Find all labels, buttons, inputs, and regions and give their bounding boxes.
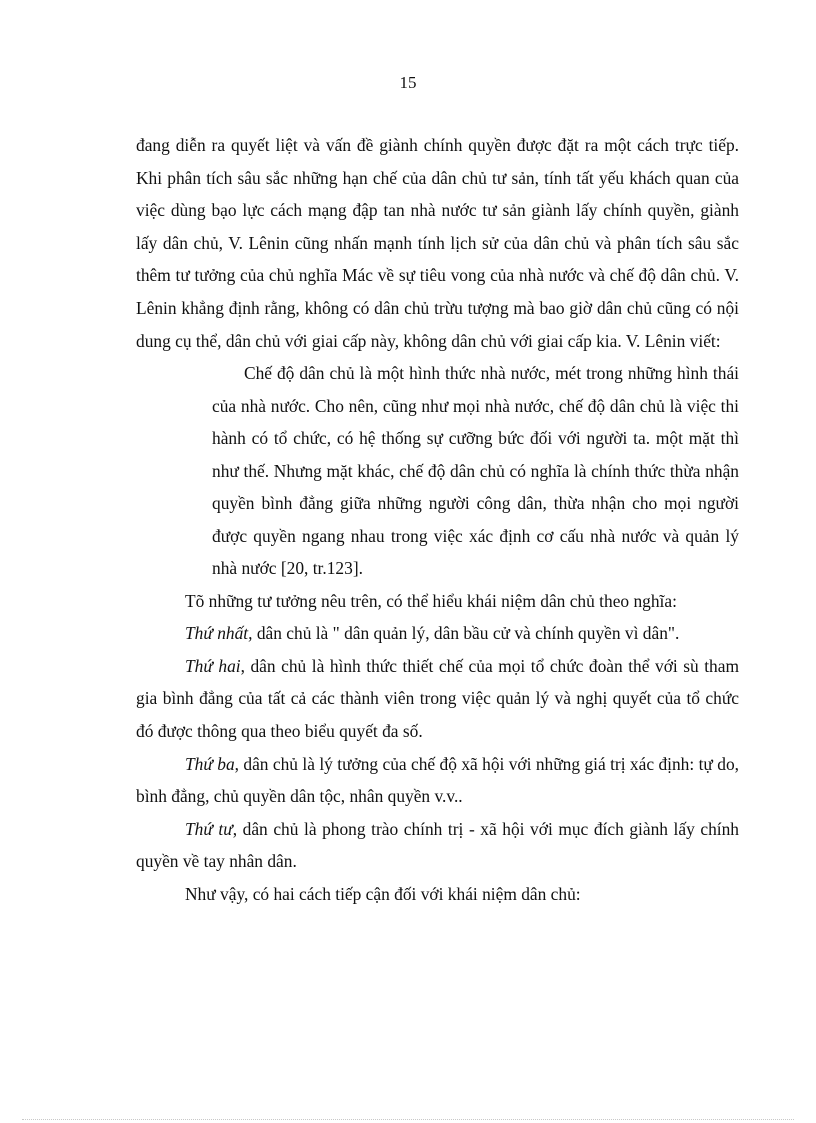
fourth-meaning-text: , dân chủ là phong trào chính trị - xã hội với mục đích giành lấy chính quyền về tay nhân dân. bbox=[136, 818, 739, 872]
paragraph-lenin-context: đang diễn ra quyết liệt và vấn đề giành chính quyền được đặt ra một cách trực tiếp. Khi phân tích sâu sắc những hạn chế của dân chủ tư sản, tính tất yếu khách quan của việc dùng bạo lực cách mạng đập tan nhà nước tư sản giành lấy chính quyền, giành lấy dân chủ, V. Lênin cũng nhấn mạnh tính lịch sử của dân chủ và phân tích sâu sắc thêm tư tưởng của chủ nghĩa Mác về sự tiêu vong của nhà nước và chế độ dân chủ. V. Lênin khẳng định rằng, không có dân chủ trừu tượng mà bao giờ dân chủ cũng có nội dung cụ thể, dân chủ với giai cấp này, không dân chủ với giai cấp kia. V. Lênin viết: bbox=[136, 135, 739, 351]
paragraph-fourth-meaning bbox=[136, 813, 739, 878]
page-number: 15 bbox=[399, 73, 417, 92]
second-meaning-text: , dân chủ là hình thức thiết chế của mọi tổ chức đoàn thể với sù tham gia bình đẳng của tất cả các thành viên trong việc quản lý và nghị quyết của tổ chức đó được thông qua theo biểu quyết đa số. bbox=[136, 655, 739, 742]
paragraph-definition-intro: Tõ những tư tưởng nêu trên, có thể hiểu khái niệm dân chủ theo nghĩa: bbox=[185, 590, 677, 611]
first-meaning-lead: Thứ nhất, bbox=[185, 623, 253, 644]
document-body bbox=[136, 129, 739, 911]
paragraph-third-meaning bbox=[136, 748, 739, 813]
third-meaning-text: , dân chủ là lý tưởng của chế độ xã hội với những giá trị xác định: tự do, bình đẳng, chủ quyền dân tộc, nhân quyền v.v.. bbox=[136, 753, 739, 807]
second-meaning-lead: Thứ hai bbox=[185, 655, 241, 676]
fourth-meaning-lead: Thứ tư bbox=[185, 818, 233, 839]
paragraph-second-meaning bbox=[136, 650, 739, 748]
block-quote-lenin: Chế độ dân chủ là một hình thức nhà nước, mét trong những hình thái của nhà nước. Cho nên, cũng như mọi nhà nước, chế độ dân chủ là việc thi hành có tổ chức, có hệ thống sự cưỡng bức đối với người ta. một mặt thì như thế. Nhưng mặt khác, chế độ dân chủ có nghĩa là chính thức thừa nhận quyền bình đẳng giữa những người công dân, thừa nhận cho mọi người được quyền ngang nhau trong việc xác định cơ cấu nhà nước và quản lý nhà nước [20, tr.123]. bbox=[212, 363, 739, 579]
page-bottom-divider bbox=[22, 1119, 794, 1120]
first-meaning-text: dân chủ là " dân quản lý, dân bầu cử và chính quyền vì dân". bbox=[252, 623, 680, 644]
third-meaning-lead: Thứ ba bbox=[185, 753, 235, 774]
paragraph-first-meaning bbox=[136, 617, 739, 650]
paragraph-two-approaches: Như vậy, có hai cách tiếp cận đối với khái niệm dân chủ: bbox=[185, 884, 581, 904]
